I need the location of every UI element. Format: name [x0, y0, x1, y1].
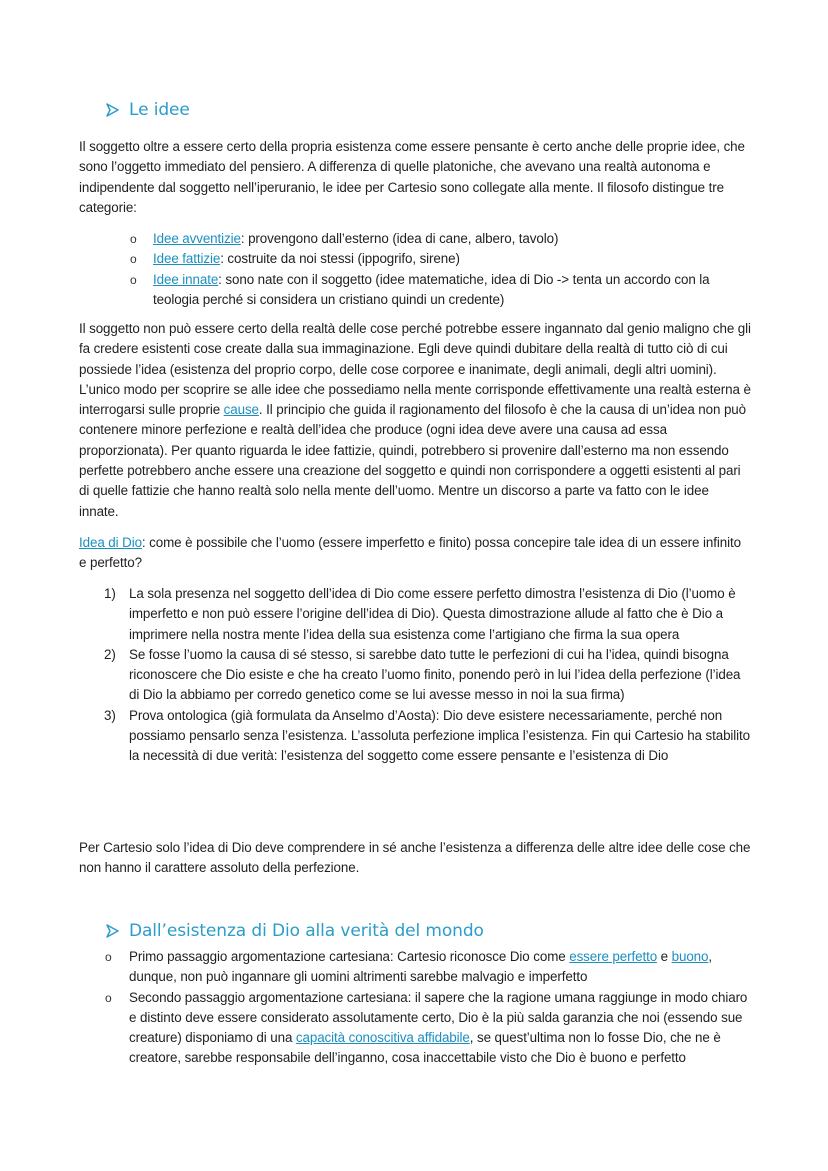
bullet-icon: o [130, 272, 137, 287]
list-item-text: , dunque, non può ingannare gli uomini altrimenti sarebbe malvagio e imperfetto [129, 949, 713, 985]
list-item [130, 229, 752, 249]
bullet-icon: o [130, 252, 137, 267]
list-item [104, 947, 752, 988]
link-idea-di-dio[interactable]: Idea di Dio [79, 535, 142, 550]
list-item-text: : costruite da noi stessi (ippogrifo, sirene) [220, 251, 460, 267]
list-item-text: : sono nate con il soggetto (idee matematiche, idea di Dio -> tenta un accordo con la teologia perché si considera un cristiano quindi un credente) [153, 271, 710, 307]
list-item [130, 270, 752, 311]
arguments-list [104, 947, 752, 1069]
arrow-right-icon [106, 924, 119, 938]
list-item-text: : provengono dall’esterno (idea di cane, albero, tavolo) [240, 231, 559, 246]
list-number: 3) [104, 707, 116, 723]
list-item-text: Primo passaggio argomentazione cartesiana: Cartesio riconosce Dio come [129, 949, 570, 964]
bullet-icon: o [105, 950, 112, 964]
paragraph-text: . Il principio che guida il ragionamento del filosofo è che la causa di un’idea non può contenere minore perfezione e realtà dell’idea che produce (ogni idea deve avere una causa ad essa proporzionata). Per quanto riguarda le idee fattizie, quindi, potrebbero si provenire dall’esterno ma non essendo perfette potrebbero anche essere una creazione del soggetto e quindi non corrispondere a oggetti esistenti al pari di quelle fattizie che hanno realtà solo nella mente dell’uomo. Mentre un discorso a parte va fatto con le idee innate. [79, 402, 746, 519]
list-item-text: Se fosse l’uomo la causa di sé stesso, si sarebbe dato tutte le perfezioni di cui ha l’idea, quindi bisogna riconoscere che Dio esiste e che ha creato l’uomo finito, ponendo però in lui l’idea della perfezione (l’idea di Dio la abbiamo per corredo genetico come se lui avesse messo in noi la sua firma) [129, 646, 741, 703]
section-title: Le idee [129, 100, 190, 120]
section-heading-le-idee [106, 99, 190, 121]
list-item [104, 988, 752, 1069]
list-item-text: Secondo passaggio argomentazione cartesiana: il sapere che la ragione umana raggiunge in modo chiaro e distinto deve essere considerato assolutamente certo, Dio è la più salda garanzia che noi (essendo sue creature) disponiamo di una [129, 989, 748, 1046]
list-item [104, 645, 752, 706]
categories-list [130, 229, 752, 310]
list-item [130, 249, 752, 269]
link-buono[interactable]: buono [671, 949, 709, 964]
list-item [104, 706, 752, 767]
link-idee-avventizie[interactable]: Idee avventizie [153, 231, 241, 246]
link-idee-innate[interactable]: Idee innate [153, 271, 219, 287]
paragraph-text: Il soggetto non può essere certo della realtà delle cose perché potrebbe essere ingannato dal genio maligno che gli fa credere esistenti cose create dalla sua immaginazione. Egli deve quindi dubitare della realtà di tutto ciò di cui possiede l’idea (esistenza del proprio corpo, delle cose corporee e inanimate, degli animali, degli altri uomini). L’unico modo per scoprire se alle idee che possediamo nella mente corrisponde effettivamente una realtà esterna è interrogarsi sulle proprie [79, 321, 751, 418]
reality-paragraph [79, 319, 751, 522]
list-number: 1) [104, 586, 116, 601]
link-essere-perfetto[interactable]: essere perfetto [569, 949, 658, 964]
section-title: Dall’esistenza di Dio alla verità del mondo [129, 921, 484, 941]
bullet-icon: o [105, 990, 112, 1005]
conclusion-paragraph: Per Cartesio solo l’idea di Dio deve comprendere in sé anche l’esistenza a differenza delle altre idee delle cose che non hanno il carattere assoluto della perfezione. [79, 840, 751, 876]
list-item [104, 584, 752, 645]
section-heading-esistenza-dio [106, 920, 484, 942]
list-item-text: Prova ontologica (già formulata da Anselmo d’Aosta): Dio deve esistere necessariamente, perché non possiamo pensarlo senza l’esistenza. L’assoluta perfezione implica l’esistenza. Fin qui Cartesio ha stabilito la necessità di due verità: l’esistenza del soggetto come essere pensante e l’esistenza di Dio [129, 707, 751, 764]
list-item-text: , se quest’ultima non lo fosse Dio, che ne è creatore, sarebbe responsabile dell’inganno, cosa inaccettabile visto che Dio è buono e perfetto [129, 1030, 721, 1066]
arrow-right-icon [106, 103, 119, 117]
paragraph-text: : come è possibile che l’uomo (essere imperfetto e finito) possa concepire tale idea di un essere infinito e perfetto? [79, 535, 741, 571]
god-question-paragraph [79, 533, 751, 574]
list-item-text: La sola presenza nel soggetto dell’idea di Dio come essere perfetto dimostra l’esistenza di Dio (l’uomo è imperfetto e non può essere l’origine dell’idea di Dio). Questa dimostrazione allude al fatto che è Dio a imprimere nella nostra mente l’idea della sua esistenza come l’artigiano che firma la sua opera [129, 586, 736, 642]
list-item-text: e [657, 949, 672, 964]
list-number: 2) [104, 646, 116, 662]
bullet-icon: o [130, 232, 137, 246]
proofs-list [104, 584, 752, 767]
link-idee-fattizie[interactable]: Idee fattizie [153, 251, 221, 267]
link-capacita-conoscitiva[interactable]: capacità conoscitiva affidabile [295, 1030, 470, 1046]
link-cause[interactable]: cause [223, 402, 259, 418]
intro-paragraph: Il soggetto oltre a essere certo della propria esistenza come essere pensante è certo anche delle proprie idee, che sono l’oggetto immediato del pensiero. A differenza di quelle platoniche, che avevano una realtà autonoma e indipendente dal soggetto nell’iperuranio, le idee per Cartesio sono collegate alla mente. Il filosofo distingue tre categorie: [79, 139, 745, 215]
